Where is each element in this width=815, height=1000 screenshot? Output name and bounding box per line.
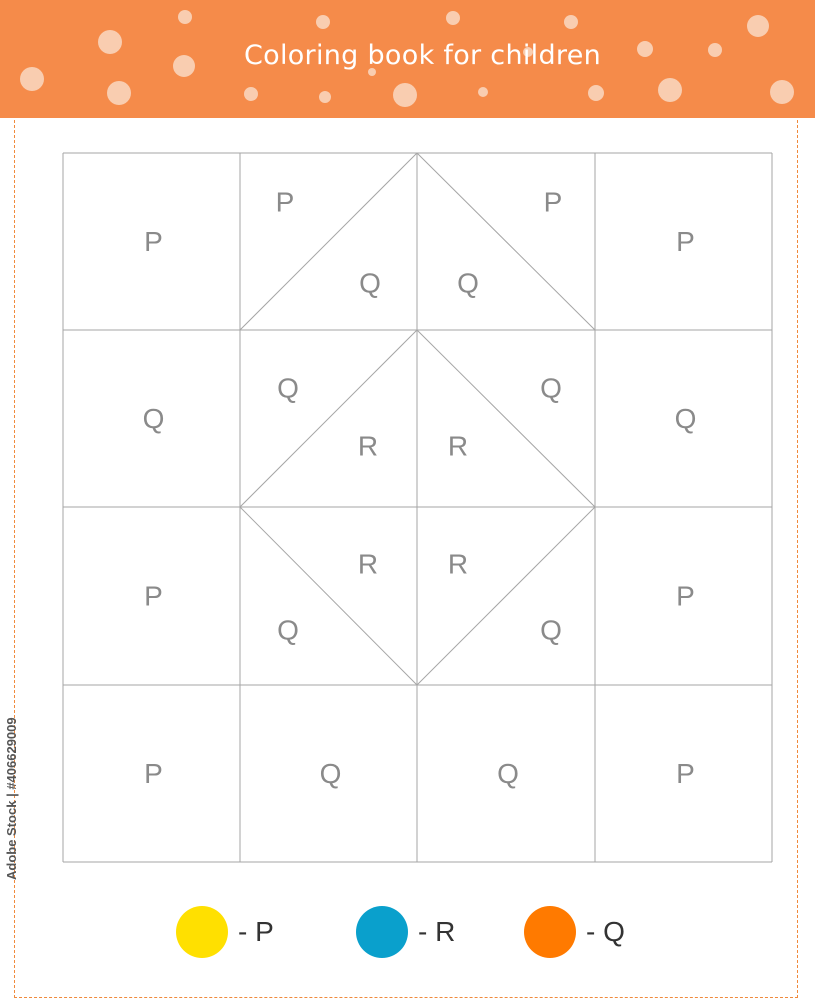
legend-swatch-blue bbox=[356, 906, 408, 958]
cell-letter: P bbox=[676, 225, 695, 257]
triangle-letter: P bbox=[275, 186, 295, 218]
diagonal-line bbox=[417, 330, 595, 507]
triangle-letter: Q bbox=[540, 614, 562, 646]
cell-letter: Q bbox=[142, 402, 165, 434]
page-title: Coloring book for children bbox=[243, 40, 602, 71]
legend-label-r: - R bbox=[418, 916, 456, 947]
cell-letter: Q bbox=[497, 757, 519, 789]
cell-letter: Q bbox=[674, 402, 697, 434]
legend-item-p bbox=[176, 905, 274, 959]
cell-letter: P bbox=[144, 757, 163, 789]
triangle-letter: Q bbox=[277, 372, 299, 404]
legend-swatch-yellow bbox=[176, 906, 228, 958]
triangle-letter: Q bbox=[359, 267, 381, 299]
legend-label-p: - P bbox=[238, 916, 274, 947]
diagonal-line bbox=[417, 507, 595, 685]
stock-id-text: Adobe Stock | #406629009 bbox=[4, 717, 19, 880]
diagonal-line bbox=[240, 153, 417, 330]
cell-letter: P bbox=[144, 225, 163, 257]
triangle-letter: R bbox=[357, 548, 379, 580]
triangle-letter: Q bbox=[457, 267, 479, 299]
triangle-letter: R bbox=[447, 548, 469, 580]
diagonal-line bbox=[240, 507, 417, 685]
legend-item-q bbox=[524, 905, 625, 959]
triangle-letter: P bbox=[543, 186, 563, 218]
diagonal-line bbox=[240, 330, 417, 507]
legend-swatch-orange bbox=[524, 906, 576, 958]
legend-label-q: - Q bbox=[586, 916, 625, 947]
cell-letter: P bbox=[144, 580, 163, 612]
triangle-letter: Q bbox=[540, 372, 562, 404]
triangle-letter: R bbox=[357, 430, 379, 462]
legend-item-r bbox=[356, 905, 455, 959]
cell-letter: Q bbox=[319, 757, 342, 789]
diagonal-line bbox=[417, 153, 595, 330]
cell-letter: P bbox=[676, 757, 695, 789]
triangle-letter: R bbox=[447, 430, 469, 462]
color-legend bbox=[0, 905, 815, 965]
cell-letter: P bbox=[676, 580, 695, 612]
triangle-letter: Q bbox=[277, 614, 299, 646]
